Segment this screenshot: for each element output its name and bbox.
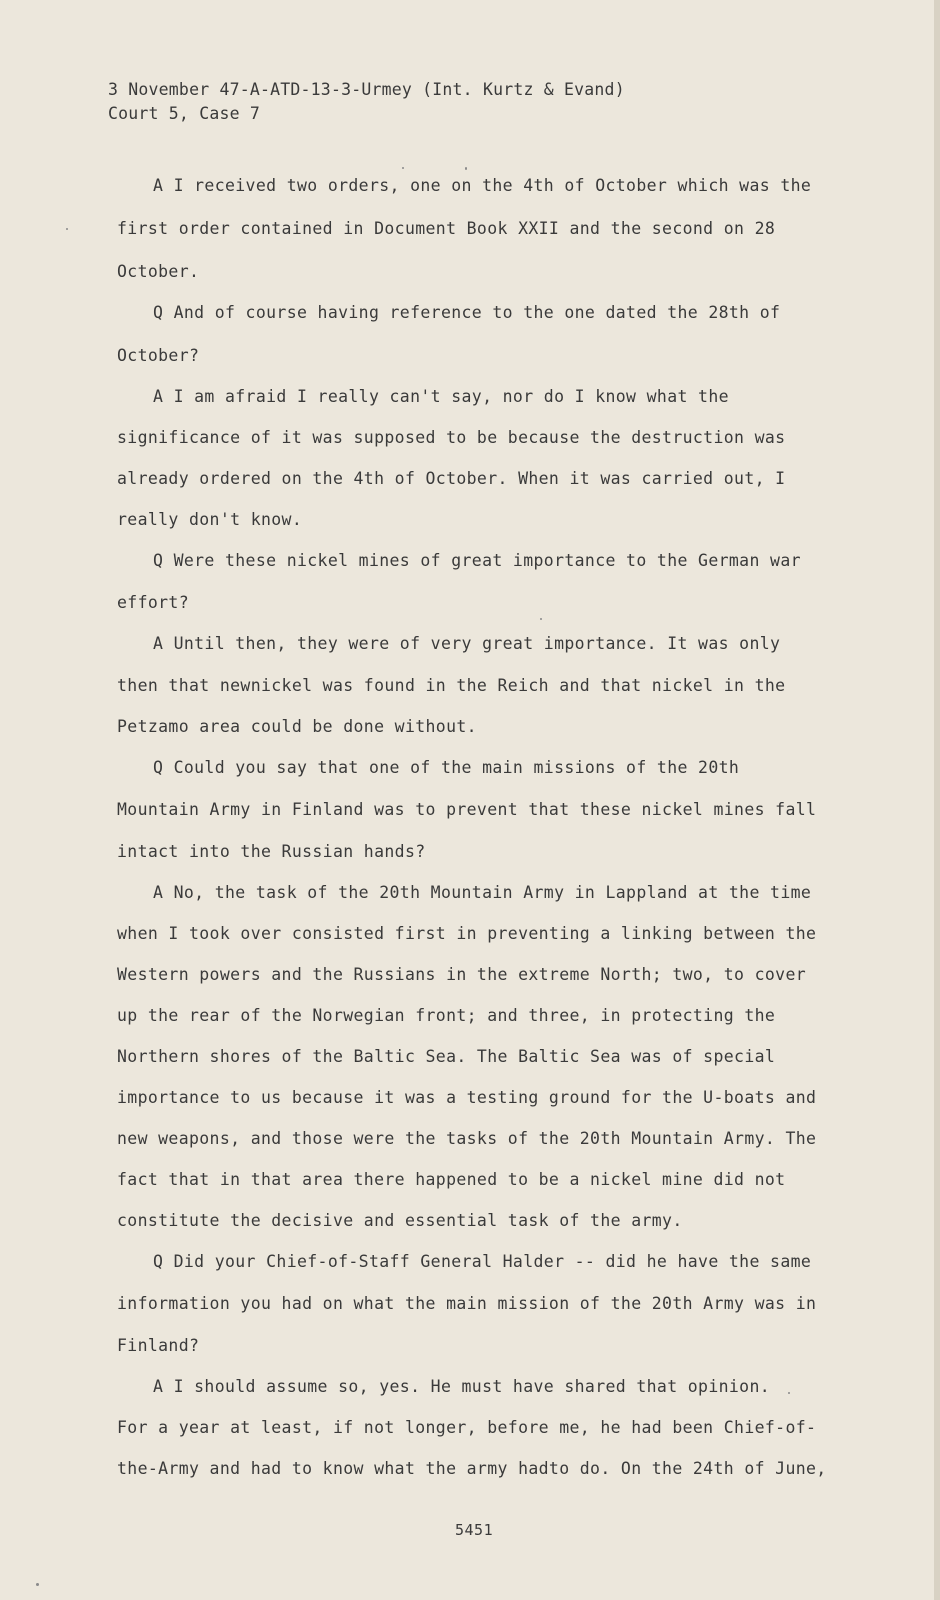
text-line: A Until then, they were of very great importance. It was only (153, 634, 781, 653)
paper-speck (36, 1583, 39, 1586)
text-line: Northern shores of the Baltic Sea. The Baltic Sea was of special (117, 1047, 776, 1066)
text-line: already ordered on the 4th of October. When it was carried out, I (117, 469, 786, 488)
text-line: Q Did your Chief-of-Staff General Halder -- did he have the same (153, 1252, 812, 1271)
text-line: constitute the decisive and essential task of the army. (117, 1211, 683, 1230)
text-line: A I received two orders, one on the 4th of October which was the (153, 176, 812, 195)
text-line: Q And of course having reference to the one dated the 28th of (153, 303, 781, 322)
text-line: importance to us because it was a testing ground for the U-boats and (117, 1088, 817, 1107)
text-line: For a year at least, if not longer, before me, he had been Chief-of- (117, 1418, 817, 1437)
text-line: the-Army and had to know what the army hadto do. On the 24th of June, (117, 1459, 827, 1478)
text-line: October. (117, 262, 200, 281)
paper-speck (788, 1392, 790, 1394)
paper-speck (540, 618, 542, 620)
page-number: 5451 (455, 1521, 494, 1539)
document-header (108, 78, 625, 126)
text-line: Q Could you say that one of the main missions of the 20th (153, 758, 740, 777)
text-line: then that newnickel was found in the Reich and that nickel in the (117, 676, 786, 695)
text-line: A No, the task of the 20th Mountain Army in Lappland at the time (153, 883, 812, 902)
text-line: Q Were these nickel mines of great importance to the German war (153, 551, 801, 570)
text-line: A I am afraid I really can't say, nor do I know what the (153, 387, 729, 406)
text-line: Finland? (117, 1336, 200, 1355)
text-line: effort? (117, 593, 189, 612)
text-line: when I took over consisted first in preventing a linking between the (117, 924, 817, 943)
paper-speck (465, 167, 467, 170)
text-line: up the rear of the Norwegian front; and three, in protecting the (117, 1006, 776, 1025)
text-line: intact into the Russian hands? (117, 842, 426, 861)
text-line: first order contained in Document Book XXII and the second on 28 (117, 219, 776, 238)
text-line: significance of it was supposed to be because the destruction was (117, 428, 786, 447)
text-line: information you had on what the main mission of the 20th Army was in (117, 1294, 817, 1313)
header-line-1: 3 November 47-A-ATD-13-3-Urmey (Int. Kurtz & Evand) (108, 80, 625, 99)
paper-speck (402, 167, 404, 169)
text-line: A I should assume so, yes. He must have shared that opinion. (153, 1377, 771, 1396)
text-line: Western powers and the Russians in the extreme North; two, to cover (117, 965, 807, 984)
text-line: Petzamo area could be done without. (117, 717, 477, 736)
text-line: Mountain Army in Finland was to prevent that these nickel mines fall (117, 800, 817, 819)
text-line: fact that in that area there happened to be a nickel mine did not (117, 1170, 786, 1189)
paper-speck (66, 228, 68, 230)
text-line: October? (117, 346, 200, 365)
header-line-2: Court 5, Case 7 (108, 104, 261, 123)
text-line: really don't know. (117, 510, 303, 529)
text-line: new weapons, and those were the tasks of the 20th Mountain Army. The (117, 1129, 817, 1148)
